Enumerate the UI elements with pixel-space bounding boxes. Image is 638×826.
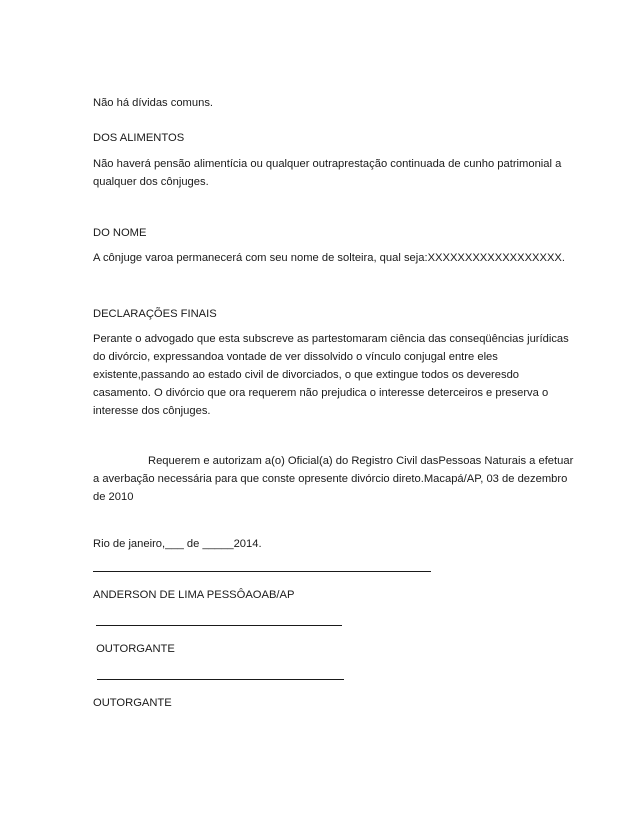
final-declarations-line: do divórcio, expressandoa vontade de ver dissolvido o vínculo conjugal entre eles: [93, 351, 498, 363]
alimony-line: qualquer dos cônjuges.: [93, 176, 209, 188]
lawyer-signature-line: [93, 571, 431, 572]
request-line: de 2010: [93, 491, 134, 503]
debts-statement: Não há dívidas comuns.: [93, 97, 214, 109]
request-line: a averbação necessária para que conste opresente divórcio direto.Macapá/AP, 03 de dezembro: [93, 473, 568, 485]
alimony-line: Não haverá pensão alimentícia ou qualquer outraprestação continuada de cunho patrimonial a: [93, 158, 562, 170]
final-declarations-line: existente,passando ao estado civil de divorciados, o que extingue todos os deveresdo: [93, 369, 520, 381]
request-line: Requerem e autorizam a(o) Oficial(a) do Registro Civil dasPessoas Naturais a efetuar: [148, 455, 574, 467]
place-date-line: Rio de janeiro,___ de _____2014.: [93, 538, 262, 550]
request-paragraph: [93, 452, 574, 506]
lawyer-name: ANDERSON DE LIMA PESSÔAOAB/AP: [93, 589, 295, 601]
name-heading: DO NOME: [93, 227, 147, 239]
final-declarations-paragraph: [93, 330, 569, 420]
alimony-paragraph: [93, 155, 562, 191]
final-declarations-heading: DECLARAÇÕES FINAIS: [93, 308, 217, 320]
grantor-1-label: OUTORGANTE: [93, 643, 175, 655]
grantor-1-signature-line: [96, 625, 342, 626]
final-declarations-line: Perante o advogado que esta subscreve as partestomaram ciência das conseqüências jurídicas: [93, 333, 569, 345]
grantor-2-label: OUTORGANTE: [93, 697, 172, 709]
alimony-heading: DOS ALIMENTOS: [93, 132, 185, 144]
final-declarations-line: casamento. O divórcio que ora requerem não prejudica o interesse deterceiros e preserva o: [93, 387, 549, 399]
name-paragraph: A cônjuge varoa permanecerá com seu nome de solteira, qual seja:XXXXXXXXXXXXXXXXXX.: [93, 252, 565, 264]
final-declarations-line: interesse dos cônjuges.: [93, 405, 211, 417]
grantor-2-signature-line: [97, 679, 344, 680]
